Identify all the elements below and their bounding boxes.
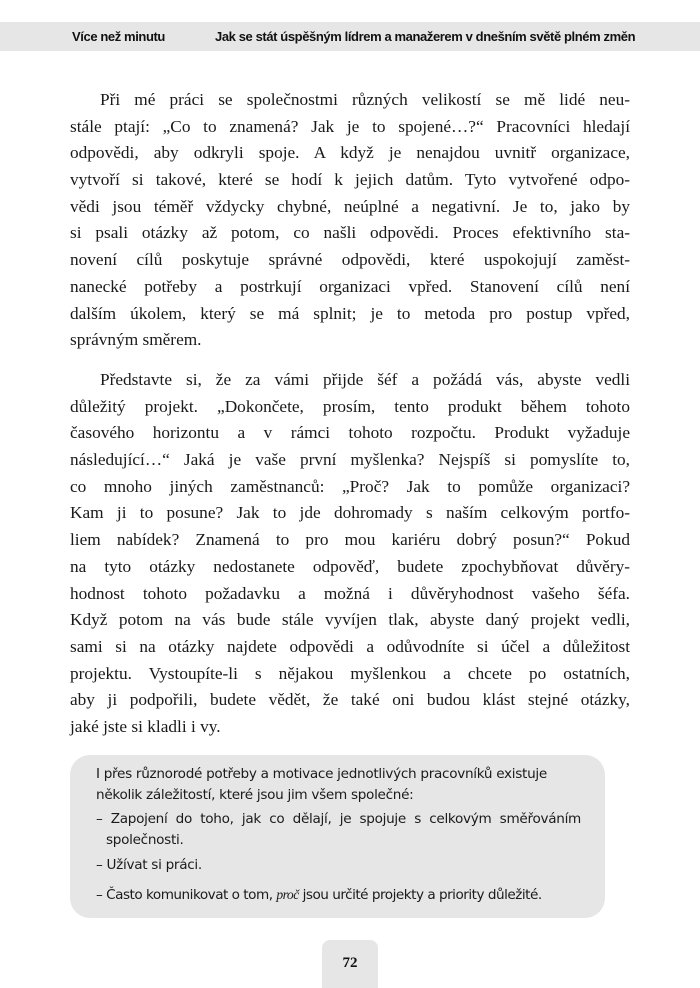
callout-box <box>70 755 605 918</box>
paragraph-2 <box>70 367 630 741</box>
text-line: na tyto otázky nedostanete odpověď, budete zpochybňovat důvěry- <box>70 556 630 576</box>
text-line: dalším úkolem, který se má splnit; je to metoda pro postup vpřed, <box>70 303 630 323</box>
text-line: důležitý projekt. „Dokončete, prosím, tento produkt během tohoto <box>70 396 630 416</box>
item-text: jsou určité projekty a priority důležité. <box>298 887 542 903</box>
paragraph-1 <box>70 87 630 354</box>
callout-intro: I přes různorodé potřeby a motivace jednotlivých pracovníků existuje několik záležitostí, které jsou jim všem společné: <box>96 766 547 803</box>
text-line: Představte si, že za vámi přijde šéf a požádá vás, abyste vedli <box>100 370 630 389</box>
callout-item: – Užívat si práci. <box>96 857 202 873</box>
text-line: následující…“ Jaká je vaše první myšlenka? Nejspíš si pomyslíte to, <box>70 450 630 470</box>
text-line: časového horizontu a v rámci tohoto rozpočtu. Produkt vyžaduje <box>70 423 630 443</box>
item-emphasis: proč <box>276 887 299 902</box>
text-line: odpovědi, aby odkryli spoje. A když je nenajdou uvnitř organizace, <box>70 143 630 163</box>
chapter-title: Jak se stát úspěšným lídrem a manažerem v dnešním světě plném změn <box>215 29 636 44</box>
text-line: hodnost tohoto požadavku a možná i důvěryhodnost vašeho šéfa. <box>70 583 630 603</box>
text-line: novení cílů poskytuje správné odpovědi, které uspokojují zaměst- <box>70 250 630 270</box>
text-line: aby ji podpořili, budete vědět, že také oni budou klást stejné otázky, <box>70 690 630 710</box>
callout-item: – Zapojení do toho, jak co dělají, je spojuje s celkovým směřováním společnosti. <box>96 811 581 848</box>
page-number: 72 <box>322 940 378 988</box>
text-line: správným směrem. <box>70 330 202 350</box>
text-line: Při mé práci se společnostmi různých velikostí se mě lidé neu- <box>100 90 630 109</box>
text-line: nanecké potřeby a postrkují organizaci vpřed. Stanovení cílů není <box>70 276 630 296</box>
callout-item <box>96 884 581 906</box>
text-line: liem nabídek? Znamená to pro mou kariéru dobrý posun?“ Pokud <box>70 530 630 550</box>
text-line: stále ptají: „Co to znamená? Jak je to spojené…?“ Pracovníci hledají <box>70 116 630 136</box>
item-text: – Často komunikovat o tom, <box>96 887 277 903</box>
text-line: Kam ji to posune? Jak to jde dohromady s naším celkovým portfo- <box>70 503 630 523</box>
text-line: vytvoří si takové, které se hodí k jejich datům. Tyto vytvořené odpo- <box>70 170 630 190</box>
text-line: co mnoho jiných zaměstnanců: „Proč? Jak to pomůže organizaci? <box>70 476 630 496</box>
text-line: jaké jste si kladli i vy. <box>70 716 221 736</box>
running-header <box>0 22 700 51</box>
text-line: sami si na otázky najdete odpovědi a odůvodníte si účel a důležitost <box>70 636 630 656</box>
text-line: si psali otázky až potom, co našli odpovědi. Proces efektivního sta- <box>70 223 630 243</box>
text-line: Když potom na vás bude stále vyvíjen tlak, abyste daný projekt vedli, <box>70 610 630 630</box>
book-title: Více než minutu <box>72 29 165 44</box>
text-line: projektu. Vystoupíte-li s nějakou myšlenkou a chcete po ostatních, <box>70 663 630 683</box>
text-line: vědi jsou téměř vždycky chybné, neúplné a negativní. Je to, jako by <box>70 196 630 216</box>
